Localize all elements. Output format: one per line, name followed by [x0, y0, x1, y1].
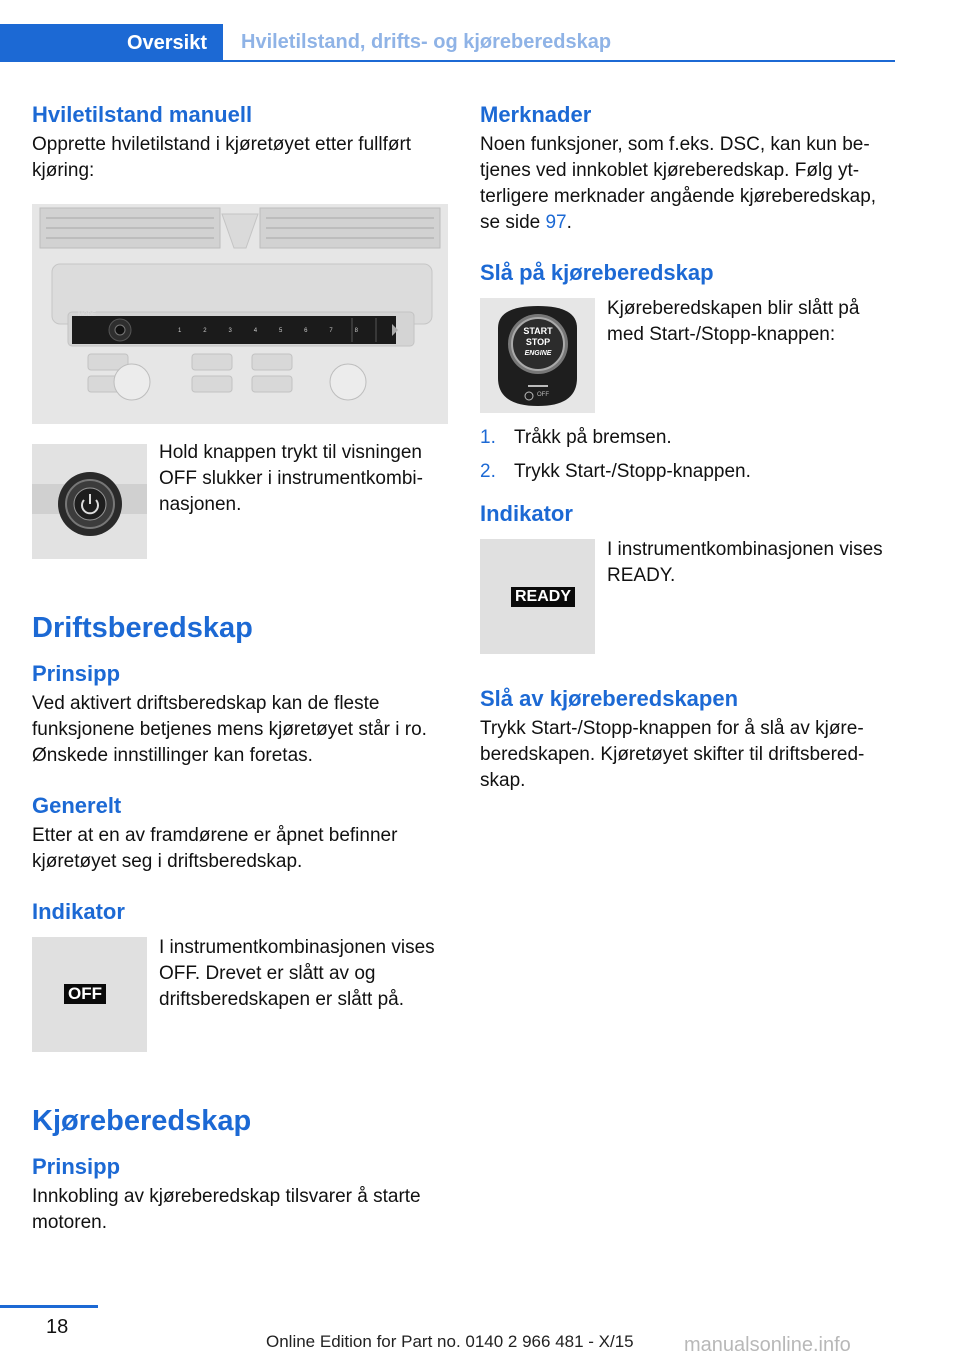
ready-indicator-image — [480, 539, 595, 654]
radio-preset-labels — [178, 328, 358, 334]
radio-mode-label: MODE — [78, 312, 96, 318]
radio-panel-image — [32, 204, 448, 424]
heading-sla-pa: Slå på kjøreberedskap — [480, 260, 714, 285]
page-number: 18 — [46, 1316, 69, 1338]
ready-indicator-row — [480, 539, 896, 654]
step-text: Trykk Start-/Stopp-knappen. — [514, 461, 751, 482]
text-hold-knob: Hold knappen trykt til visningen OFF slukker i instrumentkombinasjonen. — [159, 442, 423, 515]
preset-2: 2 — [203, 328, 207, 334]
list-item — [480, 425, 896, 451]
heading-sla-av: Slå av kjøreberedskapen — [480, 686, 739, 711]
engine-label: ENGINE — [524, 350, 552, 357]
heading-indikator-right: Indikator — [480, 501, 573, 526]
heading-hviletilstand-manuell: Hviletilstand manuell — [32, 102, 253, 127]
heading-prinsipp-2: Prinsipp — [32, 1154, 121, 1179]
text-prinsipp: Ved aktivert driftsberedskap kan de fleste funksjonene betjenes mens kjøretøyet står i ro. Ønskede innstillinger kan foretas. — [32, 693, 427, 766]
stop-label: STOP — [525, 337, 551, 347]
text-merknader — [480, 132, 896, 236]
tab-oversikt[interactable]: Oversikt — [0, 24, 223, 62]
preset-7: 7 — [329, 328, 333, 334]
heading-driftsberedskap: Driftsberedskap — [32, 612, 253, 644]
preset-8: 8 — [354, 328, 358, 334]
edition-text: Online Edition for Part no. 0140 2 966 481 - X/15 — [266, 1332, 634, 1351]
ready-display-badge: READY — [511, 587, 575, 607]
tab-underline — [223, 60, 895, 62]
watermark-text: manualsonline.info — [684, 1334, 851, 1356]
onoff-knob-image — [32, 444, 147, 559]
off-small-label: OFF — [537, 392, 549, 398]
steps-list — [480, 425, 896, 485]
start-label: START — [523, 326, 553, 336]
step-text: Tråkk på bremsen. — [514, 427, 672, 448]
preset-4: 4 — [253, 328, 258, 334]
start-stop-button-image — [480, 298, 595, 413]
heading-generelt: Generelt — [32, 793, 122, 818]
off-display-badge: OFF — [64, 984, 106, 1004]
heading-indikator-left: Indikator — [32, 899, 125, 924]
off-indicator-row — [32, 937, 448, 1052]
list-item — [480, 459, 896, 485]
preset-1: 1 — [178, 328, 182, 334]
left-column — [32, 100, 448, 1236]
text-sla-av: Trykk Start-/Stopp-knappen for å slå av kjøreberedskapen. Kjøretøyet skifter til driftsberedskap. — [480, 718, 865, 791]
power-knob-icon — [32, 444, 147, 559]
heading-merknader: Merknader — [480, 102, 592, 127]
page-link-97[interactable]: 97 — [545, 212, 567, 233]
preset-5: 5 — [278, 328, 283, 334]
text-hviletilstand-intro: Opprette hviletilstand i kjøretøyet etter fullført kjøring: — [32, 134, 412, 181]
preset-3: 3 — [228, 328, 232, 334]
step-number: 2. — [480, 461, 496, 482]
merknader-body: Noen funksjoner, som f.eks. DSC, kan kun betjenes ved innkoblet kjøreberedskap. Følg ytterligere merknader angående kjøreberedskap, se side — [480, 134, 877, 233]
off-indicator-image — [32, 937, 147, 1052]
start-stop-row — [480, 298, 896, 413]
right-column — [480, 100, 896, 794]
text-indikator-off: I instrumentkombinasjonen vises OFF. Drevet er slått av og driftsberedskapen er slått på. — [159, 937, 435, 1010]
heading-kjoreberedskap: Kjøreberedskap — [32, 1105, 252, 1137]
header-tab-bar — [0, 24, 895, 62]
step-number: 1. — [480, 427, 496, 448]
text-prinsipp-2: Innkobling av kjøreberedskap tilsvarer å starte motoren. — [32, 1186, 421, 1233]
onoff-knob-row — [32, 444, 448, 559]
heading-prinsipp: Prinsipp — [32, 661, 121, 686]
text-sla-pa: Kjøreberedskapen blir slått på med Start-/Stopp-knappen: — [607, 298, 860, 345]
text-indikator-ready: I instrumentkombinasjonen vises READY. — [607, 539, 883, 586]
text-generelt: Etter at en av framdørene er åpnet befinner kjøretøyet seg i driftsberedskap. — [32, 825, 398, 872]
merknader-end: . — [566, 212, 572, 233]
preset-6: 6 — [304, 328, 308, 334]
tab-section-title[interactable]: Hviletilstand, drifts- og kjøreberedskap — [241, 31, 612, 53]
footer-accent-line — [0, 1305, 98, 1308]
start-stop-labels — [516, 326, 560, 359]
